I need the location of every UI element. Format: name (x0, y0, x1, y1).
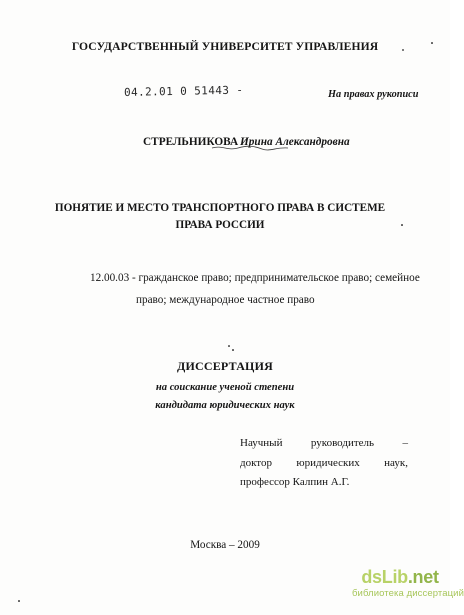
watermark-brand-part-1: dsLib (361, 567, 408, 587)
scan-speck (402, 49, 404, 51)
advisor-line-3 (240, 473, 408, 493)
scan-speck (401, 224, 403, 226)
scientific-advisor (240, 434, 408, 493)
specialty-line-1: 12.00.03 - гражданское право; предпринимательское право; семейное (90, 272, 420, 284)
advisor-word-1: Научный (240, 437, 283, 449)
university-name: ГОСУДАРСТВЕННЫЙ УНИВЕРСИТЕТ УПРАВЛЕНИЯ (71, 40, 379, 53)
advisor-name: профессор Калпин А.Г. (240, 476, 350, 488)
title-line-1: ПОНЯТИЕ И МЕСТО ТРАНСПОРТНОГО ПРАВА В СИСТЕМЕ (54, 202, 386, 214)
purpose-line-2: кандидата юридических наук (155, 400, 295, 411)
advisor-line-1 (240, 434, 408, 454)
specialty-line-2: право; международное частное право (136, 294, 315, 306)
advisor-word-2: руководитель (310, 437, 375, 449)
scan-speck (228, 345, 230, 347)
degree-purpose (0, 379, 450, 415)
advisor-line-2 (240, 454, 408, 474)
watermark-subtitle: библиотека диссертаций (352, 588, 464, 599)
city-year: Москва – 2009 (190, 539, 260, 551)
document-type: ДИССЕРТАЦИЯ (176, 359, 273, 373)
pen-mark-icon (210, 143, 290, 153)
dissertation-title (0, 200, 440, 234)
advisor-dash: – (402, 437, 408, 449)
advisor-word-5: наук, (384, 456, 408, 469)
manuscript-note: На правах рукописи (328, 89, 419, 100)
title-line-2: ПРАВА РОССИИ (175, 219, 265, 231)
author-first-names: Ирина Александровна (240, 136, 350, 148)
watermark-logo (352, 567, 464, 600)
watermark-brand-part-2: .net (407, 567, 439, 587)
archive-code-stamp: 04.2.01 0 51443 - (123, 83, 244, 99)
advisor-word-3: доктор (240, 456, 272, 469)
scan-speck (431, 42, 433, 44)
watermark-brand (352, 567, 448, 587)
scan-speck (18, 600, 20, 602)
advisor-word-4: юридических (296, 456, 360, 469)
author-last-name: СТРЕЛЬНИКОВА (143, 136, 239, 148)
purpose-line-1: на соискание ученой степени (155, 382, 295, 393)
scan-speck (232, 349, 234, 351)
